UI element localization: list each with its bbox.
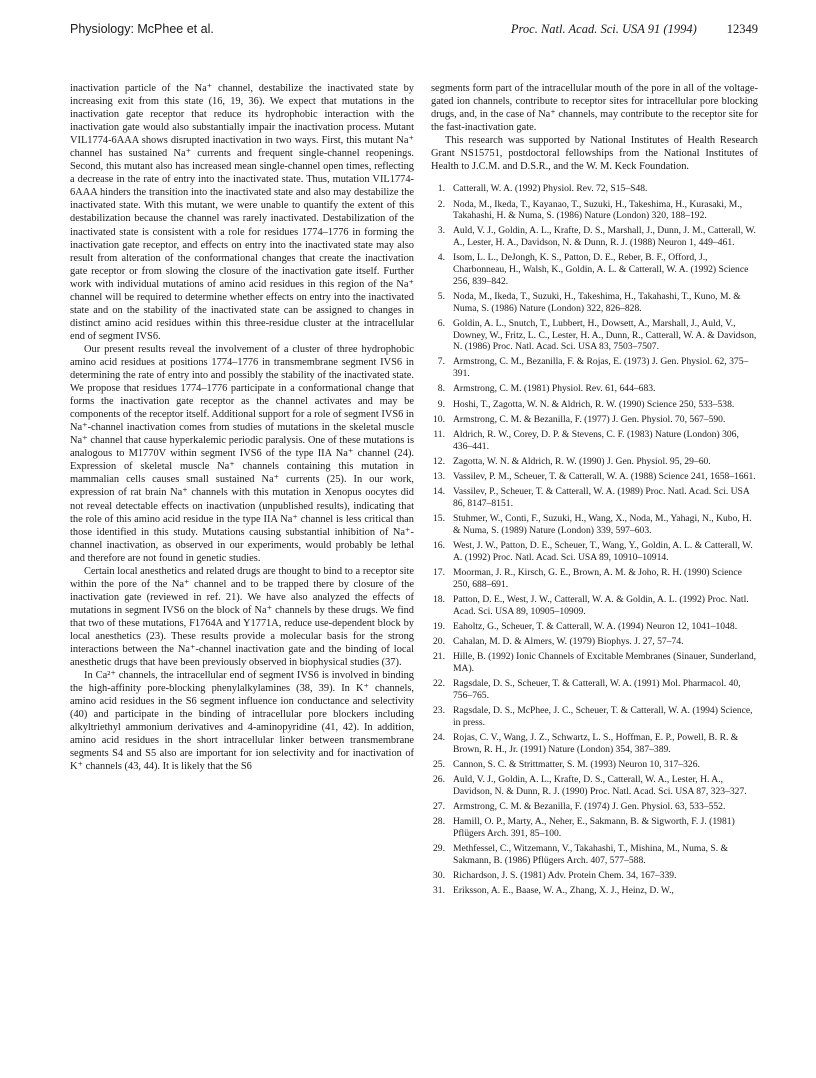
journal-name: Proc. Natl. Acad. Sci. USA 91 (1994) [510, 22, 697, 36]
reference-item [431, 225, 758, 248]
reference-item [431, 456, 758, 468]
reference-number: 22. [433, 678, 445, 690]
reference-number: 5. [437, 290, 445, 302]
reference-number: 7. [437, 356, 445, 368]
reference-list [431, 183, 758, 897]
reference-number: 9. [437, 398, 445, 410]
body-paragraph: inactivation particle of the Na⁺ channel, destabilize the inactivated state by increasing exit from this state (16, 19, 36). We expect that mutations in the inactivation gate receptor that reduce its hydrophobic interaction with the inactivation gate would also substantially impair the inactivation process. Mutant VIL1774-6AAA shows disrupted inactivation in two ways. First, this mutant Na⁺ channel has sustained Na⁺ currents and frequent single-channel reopenings. Second, this mutant also has increased mean single-channel open times, reflecting a decrease in the rate of entry into the inactivated state. Thus, mutation VIL1774-6AAA hinders the transition into the inactivated state and also may destabilize the inactivated state. With this mutant, we were unable to quantify the extent of this destabilization because the channel was rarely inactivated. Destabilization of the inactivated state is consistent with a role for residues 1774–1776 in forming the inactivation gate receptor, and effects on entry into the inactivated state may also result from alteration of the conformational changes that create the inactivation gate receptor or from slowing the closure of the inactivation gate itself. Further work with individual mutations of amino acid residues in this region of the Na⁺ channel will be required to determine whether effects on entry into the inactivated state and on the stability of the inactivated state can be assigned to changes in distinct amino acid residues within this three-residue cluster at the intracellular end of segment IVS6. [70, 83, 414, 342]
reference-text: Vassilev, P., Scheuer, T. & Catterall, W. A. (1989) Proc. Natl. Acad. Sci. USA 86, 8147–8151. [453, 486, 750, 509]
reference-text: Armstrong, C. M. & Bezanilla, F. (1974) J. Gen. Physiol. 63, 533–552. [453, 800, 726, 812]
reference-text: Auld, V. J., Goldin, A. L., Krafte, D. S., Catterall, W. A., Lester, H. A., Davidson, N. & Dunn, R. J. (1990) Proc. Natl. Acad. Sci. USA 87, 323–327. [453, 774, 747, 797]
reference-item [431, 414, 758, 426]
reference-text: Armstrong, C. M., Bezanilla, F. & Rojas, E. (1973) J. Gen. Physiol. 62, 375–391. [453, 356, 749, 380]
reference-text: Noda, M., Ikeda, T., Suzuki, H., Takeshima, H., Takahashi, T., Kuno, M. & Numa, S. (1986) Nature (London) 322, 826–828. [453, 290, 741, 314]
reference-item [431, 870, 758, 882]
reference-text: Goldin, A. L., Snutch, T., Lubbert, H., Dowsett, A., Marshall, J., Auld, V., Downey, W., Fritz, L. C., Lester, H. A., Dunn, R., Catterall, W. A. & Davidson, N. (1986) Proc. Natl. Acad. Sci. USA 83, 7503–7507. [453, 317, 757, 353]
reference-number: 13. [433, 471, 445, 483]
reference-item [431, 774, 758, 797]
reference-item [431, 429, 758, 452]
reference-item [431, 594, 758, 617]
reference-item [431, 705, 758, 728]
left-column [70, 82, 414, 773]
right-column [431, 82, 758, 900]
reference-text: Eaholtz, G., Scheuer, T. & Catterall, W. A. (1994) Neuron 12, 1041–1048. [453, 620, 738, 632]
reference-item [431, 199, 758, 222]
reference-text: Hille, B. (1992) Ionic Channels of Excitable Membranes (Sinauer, Sunderland, MA). [453, 651, 757, 674]
reference-number: 28. [433, 816, 445, 828]
reference-number: 21. [433, 651, 445, 663]
reference-text: Methfessel, C., Witzemann, V., Takahashi, T., Mishina, M., Numa, S. & Sakmann, B. (1986) Pflügers Arch. 407, 577–588. [453, 843, 729, 866]
reference-text: Zagotta, W. N. & Aldrich, R. W. (1990) J. Gen. Physiol. 95, 29–60. [453, 455, 711, 467]
journal-citation [511, 22, 758, 37]
running-head: Physiology: McPhee et al. [70, 22, 214, 36]
reference-number: 12. [433, 455, 445, 467]
reference-text: Vassilev, P. M., Scheuer, T. & Catterall, W. A. (1988) Science 241, 1658–1661. [453, 471, 756, 483]
reference-number: 24. [433, 731, 445, 743]
reference-text: Armstrong, C. M. & Bezanilla, F. (1977) J. Gen. Physiol. 70, 567–590. [453, 413, 726, 425]
reference-number: 27. [433, 800, 445, 812]
acknowledgment: This research was supported by National Institutes of Health Research Grant NS15751, postdoctoral fellowships from the National Institutes of Health to J.C.M. and D.S.R., and the W. M. Keck Foundation. [431, 135, 758, 173]
reference-item [431, 651, 758, 674]
reference-text: Stuhmer, W., Conti, F., Suzuki, H., Wang, X., Noda, M., Yahagi, N., Kubo, H. & Numa, S. (1989) Nature (London) 339, 597–603. [453, 513, 752, 536]
reference-item [431, 801, 758, 813]
reference-text: Auld, V. J., Goldin, A. L., Krafte, D. S., Marshall, J., Dunn, J. M., Catterall, W. A., Lester, H. A., Davidson, N. & Dunn, R. J. (1988) Neuron 1, 449–461. [453, 225, 756, 249]
body-paragraph: In Ca²⁺ channels, the intracellular end of segment IVS6 is involved in binding the high-affinity pore-blocking phenylalkylamines (38, 39). In K⁺ channels, amino acid residues in the S6 segment influence ion conductance and selectivity (40) and participate in the binding of intracellular pore blockers including alkyltriethyl ammonium derivatives and 4-aminopyridine (41, 42). In addition, amino acid residues in the short intracellular linker between transmembrane segments S4 and S5 also are important for ion selectivity and for inactivation of K⁺ channels (43, 44). It is likely that the S6 [70, 670, 414, 773]
reference-item [431, 183, 758, 195]
reference-number: 15. [433, 513, 445, 525]
body-paragraph: Certain local anesthetics and related drugs are thought to bind to a receptor site within the pore of the Na⁺ channel and to be trapped there by closure of the inactivation gate (reviewed in ref. 21). We have also analyzed the effects of mutations in segment IVS6 on the block of Na⁺ channels by these drugs. We find that two of these mutations, F1764A and Y1771A, reduce use-dependent block by local anesthetics (23). These results provide a molecular basis for the strong interactions between the Na⁺-channel inactivation gate and the binding of local anesthetic drugs that have been previously observed in biophysical studies (37). [70, 565, 414, 669]
reference-number: 23. [433, 705, 445, 717]
body-paragraph: Our present results reveal the involvement of a cluster of three hydrophobic amino acid residues at positions 1774–1776 in transmembrane segment IVS6 in determining the rate of entry into and possibly the stability of the inactivated state. We propose that residues 1774–1776 participate in a conformational change that forms the inactivation gate receptor as the channel activates and may be components of the receptor itself. Additional support for a role of segment IVS6 in Na⁺-channel inactivation comes from studies of mutations in the skeletal muscle Na⁺ channel that cause hyperkalemic periodic paralysis. One of these mutations is analogous to M1770V within segment IVS6 of the type IIA Na⁺ channel (24). Expression of skeletal muscle Na⁺ channels containing this mutation in mammalian cells causes small sustained Na⁺ currents (25). In our work, expression of rat brain Na⁺ channels with this mutation in Xenopus oocytes did not reveal detectable effects on inactivation (unpublished results), indicating that the role of this amino acid residue in the type IIA Na⁺ channel is less critical than those identified in this study. Mutations causing substantial inhibition of Na⁺-channel inactivation, as observed in our experiments, would probably be lethal and therefore are not found in genetic studies. [70, 343, 414, 564]
reference-text: Cahalan, M. D. & Almers, W. (1979) Biophys. J. 27, 57–74. [453, 636, 684, 648]
reference-text: Moorman, J. R., Kirsch, G. E., Brown, A. M. & Joho, R. H. (1990) Science 250, 688–691. [453, 567, 742, 590]
reference-item [431, 540, 758, 563]
reference-number: 30. [433, 869, 445, 881]
reference-number: 16. [433, 540, 445, 552]
reference-number: 19. [433, 620, 445, 632]
body-paragraph: segments form part of the intracellular mouth of the pore in all of the voltage-gated ion channels, contribute to receptor sites for intracellular pore blocking drugs, and, in the case of Na⁺ channels, may contribute to the receptor site for the fast-inactivation gate. [431, 83, 758, 134]
reference-number: 1. [437, 183, 445, 195]
reference-item [431, 843, 758, 866]
reference-number: 3. [437, 225, 445, 237]
reference-text: Catterall, W. A. (1992) Physiol. Rev. 72, S15–S48. [453, 183, 648, 195]
reference-number: 4. [437, 252, 445, 264]
reference-item [431, 885, 758, 897]
reference-item [431, 732, 758, 755]
reference-number: 17. [433, 567, 445, 579]
reference-number: 2. [437, 198, 445, 210]
reference-text: Cannon, S. C. & Strittmatter, S. M. (1993) Neuron 10, 317–326. [453, 758, 700, 770]
reference-text: Hoshi, T., Zagotta, W. N. & Aldrich, R. W. (1990) Science 250, 533–538. [453, 398, 735, 410]
reference-text: Noda, M., Ikeda, T., Kayanao, T., Suzuki, H., Takeshima, H., Kurasaki, M., Takahashi, H. & Numa, S. (1986) Nature (London) 320, 188–192. [453, 198, 743, 222]
reference-number: 25. [433, 758, 445, 770]
reference-number: 26. [433, 774, 445, 786]
reference-number: 10. [433, 413, 445, 425]
reference-item [431, 356, 758, 379]
reference-item [431, 816, 758, 839]
reference-text: Richardson, J. S. (1981) Adv. Protein Chem. 34, 167–339. [453, 869, 677, 881]
reference-text: Aldrich, R. W., Corey, D. P. & Stevens, C. F. (1983) Nature (London) 306, 436–441. [453, 428, 739, 452]
reference-number: 14. [433, 486, 445, 498]
reference-item [431, 513, 758, 536]
reference-text: Ragsdale, D. S., McPhee, J. C., Scheuer, T. & Catterall, W. A. (1994) Science, in press. [453, 705, 753, 728]
page-number: 12349 [726, 22, 758, 36]
reference-number: 6. [437, 317, 445, 329]
reference-item [431, 383, 758, 395]
reference-number: 11. [433, 428, 445, 440]
reference-item [431, 621, 758, 633]
reference-text: Eriksson, A. E., Baase, W. A., Zhang, X. J., Heinz, D. W., [453, 885, 674, 897]
reference-item [431, 486, 758, 509]
reference-text: Isom, L. L., DeJongh, K. S., Patton, D. E., Reber, B. F., Offord, J., Charbonneau, H., Walsh, K., Goldin, A. L. & Catterall, W. A. (1992) Science 256, 839–842. [453, 252, 749, 287]
reference-text: Armstrong, C. M. (1981) Physiol. Rev. 61, 644–683. [453, 383, 656, 395]
reference-item [431, 318, 758, 353]
reference-number: 8. [437, 383, 445, 395]
reference-item [431, 636, 758, 648]
reference-number: 31. [433, 885, 445, 897]
reference-number: 20. [433, 636, 445, 648]
reference-item [431, 399, 758, 411]
reference-text: West, J. W., Patton, D. E., Scheuer, T., Wang, Y., Goldin, A. L. & Catterall, W. A. (1992) Proc. Natl. Acad. Sci. USA 89, 10910–10914. [453, 540, 753, 563]
reference-item [431, 252, 758, 287]
reference-text: Hamill, O. P., Marty, A., Neher, E., Sakmann, B. & Sigworth, F. J. (1981) Pflügers Arch. 391, 85–100. [453, 816, 735, 839]
reference-item [431, 567, 758, 590]
reference-item [431, 291, 758, 314]
reference-text: Rojas, C. V., Wang, J. Z., Schwartz, L. S., Hoffman, E. P., Powell, B. R. & Brown, R. H., Jr. (1991) Nature (London) 354, 387–389. [453, 731, 739, 755]
reference-item [431, 678, 758, 701]
reference-text: Patton, D. E., West, J. W., Catterall, W. A. & Goldin, A. L. (1992) Proc. Natl. Acad. Sci. USA 89, 10905–10909. [453, 593, 749, 617]
reference-text: Ragsdale, D. S., Scheuer, T. & Catterall, W. A. (1991) Mol. Pharmacol. 40, 756–765. [453, 678, 741, 701]
reference-number: 18. [433, 593, 445, 605]
reference-number: 29. [433, 843, 445, 855]
page-header [70, 22, 758, 42]
reference-item [431, 759, 758, 771]
reference-item [431, 471, 758, 483]
